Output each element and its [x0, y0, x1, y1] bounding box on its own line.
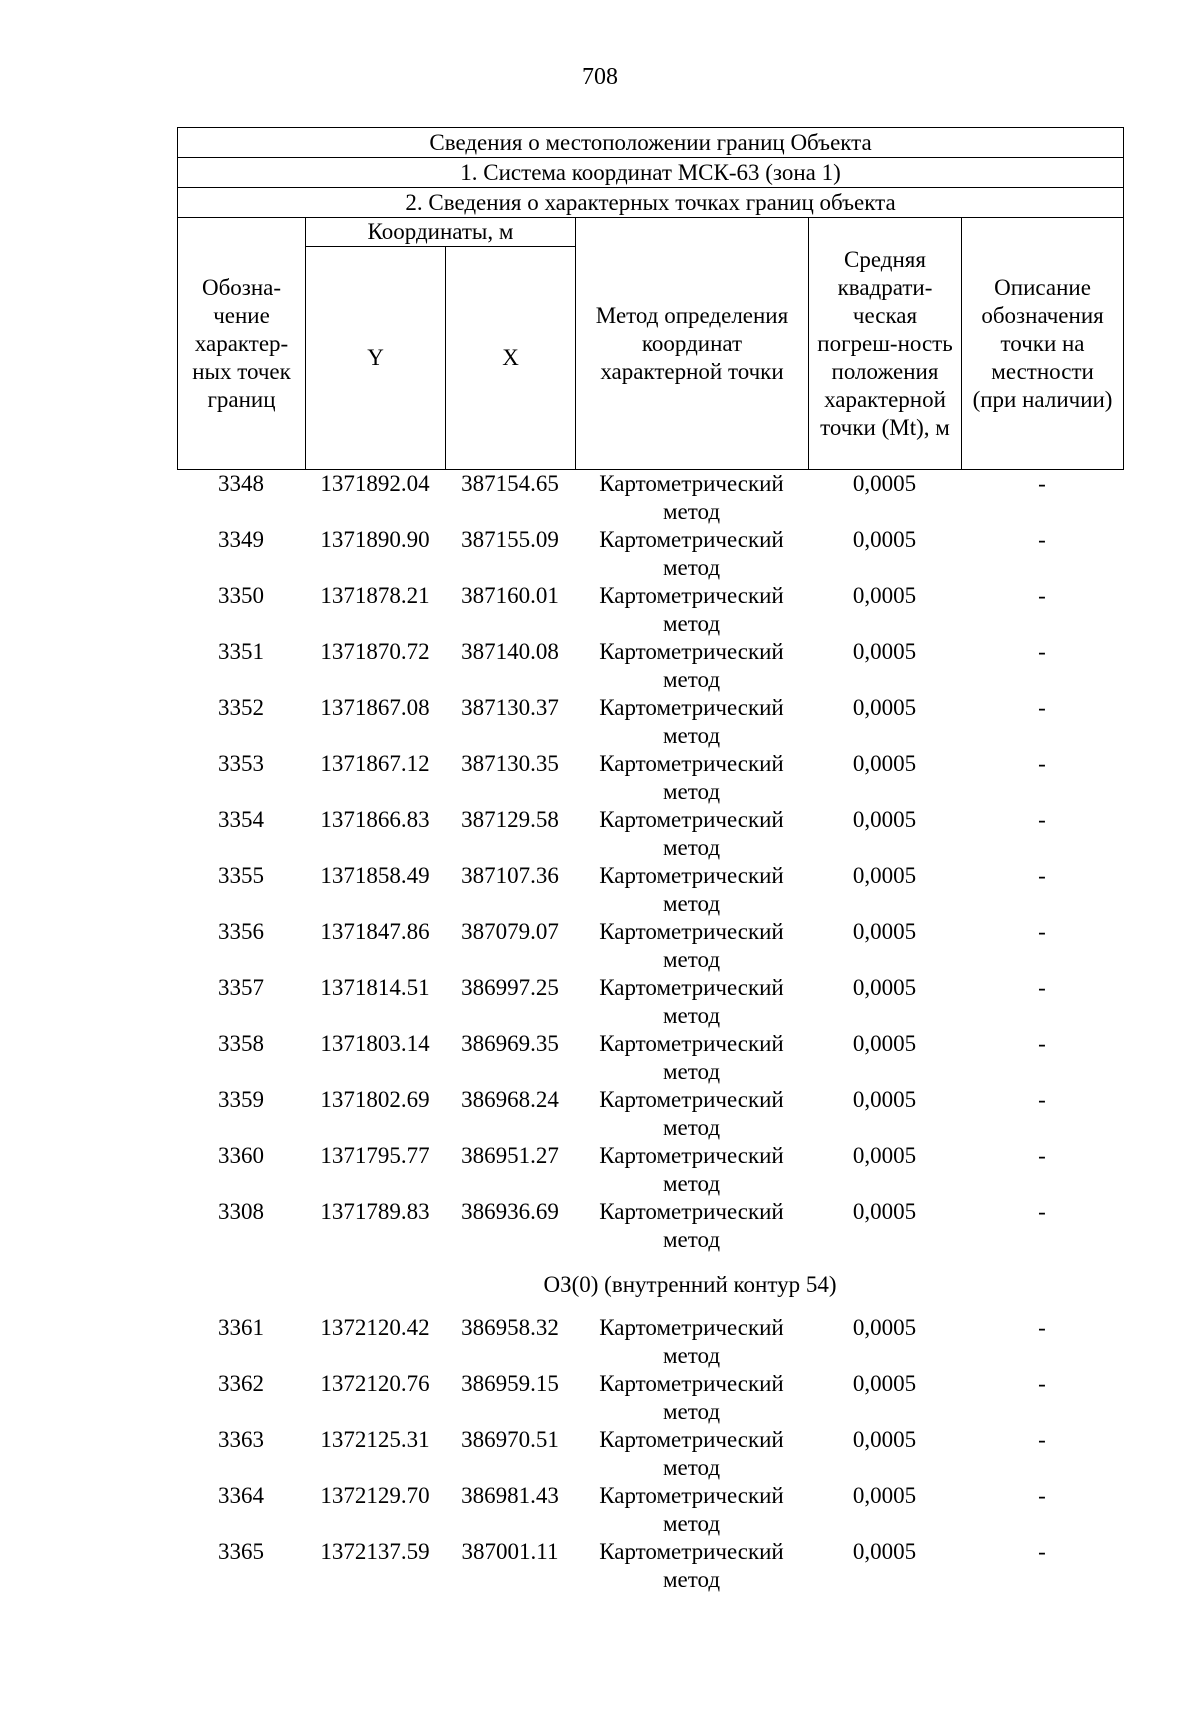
table-row: [177, 1142, 1123, 1198]
method-line-2: метод: [662, 891, 721, 916]
method-line-1: Картометрический: [599, 639, 784, 664]
table-row: [177, 470, 1123, 526]
col-y: Y: [306, 247, 446, 470]
coord-y: 1371802.69: [320, 1087, 430, 1112]
point-number: 3348: [218, 471, 264, 496]
table-row: [177, 1482, 1123, 1538]
error-value: 0,0005: [852, 807, 917, 832]
coordinate-system: 1. Система координат МСК-63 (зона 1): [178, 158, 1124, 188]
coord-x: 386969.35: [461, 1031, 559, 1056]
table-row: [177, 526, 1123, 582]
table-row: [177, 862, 1123, 918]
method-line-2: метод: [662, 779, 721, 804]
method-line-1: Картометрический: [599, 1087, 784, 1112]
coordinates-document: [177, 127, 1123, 1594]
coord-y: 1371814.51: [320, 975, 430, 1000]
error-value: 0,0005: [852, 527, 917, 552]
point-number: 3351: [218, 639, 264, 664]
error-value: 0,0005: [852, 1371, 917, 1396]
point-number: 3362: [218, 1371, 264, 1396]
table-row: [177, 582, 1123, 638]
description: -: [1038, 1143, 1046, 1168]
table-row: [177, 1426, 1123, 1482]
table-row: [177, 1030, 1123, 1086]
error-value: 0,0005: [852, 975, 917, 1000]
method-line-2: метод: [662, 1227, 721, 1252]
method-line-2: метод: [662, 555, 721, 580]
method-line-1: Картометрический: [599, 1483, 784, 1508]
coord-y: 1371858.49: [320, 863, 430, 888]
table-title: Сведения о местоположении границ Объекта: [178, 128, 1124, 158]
point-number: 3352: [218, 695, 264, 720]
table-row: [177, 1538, 1123, 1594]
method-line-2: метод: [662, 1343, 721, 1368]
method: [575, 694, 808, 750]
point-number: 3353: [218, 751, 264, 776]
point-number: 3358: [218, 1031, 264, 1056]
method: [575, 974, 808, 1030]
method-line-1: Картометрический: [599, 1199, 784, 1224]
coord-y: 1371870.72: [320, 639, 430, 664]
coord-y: 1372137.59: [320, 1539, 430, 1564]
description: -: [1038, 1427, 1046, 1452]
method-line-1: Картометрический: [599, 1315, 784, 1340]
description: -: [1038, 527, 1046, 552]
coord-y: 1371892.04: [320, 471, 430, 496]
coord-y: 1371867.12: [320, 751, 430, 776]
table-row: [177, 1314, 1123, 1370]
table-row: [177, 1198, 1123, 1254]
method-line-1: Картометрический: [599, 1427, 784, 1452]
method: [575, 1198, 808, 1254]
coord-y: 1371847.86: [320, 919, 430, 944]
error-value: 0,0005: [852, 1199, 917, 1224]
col-method: Метод определения координат характерной точки: [576, 218, 809, 470]
points-group-main: [177, 470, 1123, 1254]
error-value: 0,0005: [852, 695, 917, 720]
coord-y: 1372129.70: [320, 1483, 430, 1508]
coord-y: 1371867.08: [320, 695, 430, 720]
error-value: 0,0005: [852, 1539, 917, 1564]
description: -: [1038, 1031, 1046, 1056]
coord-x: 387155.09: [461, 527, 559, 552]
method: [575, 918, 808, 974]
point-number: 3363: [218, 1427, 264, 1452]
coord-y: 1371890.90: [320, 527, 430, 552]
description: -: [1038, 471, 1046, 496]
description: -: [1038, 975, 1046, 1000]
table-row: [177, 750, 1123, 806]
method-line-2: метод: [662, 611, 721, 636]
point-number: 3361: [218, 1315, 264, 1340]
method-line-1: Картометрический: [599, 919, 784, 944]
coord-y: 1371789.83: [320, 1199, 430, 1224]
method: [575, 750, 808, 806]
method-line-2: метод: [662, 1455, 721, 1480]
method-line-1: Картометрический: [599, 807, 784, 832]
coord-x: 386959.15: [461, 1371, 559, 1396]
method-line-2: метод: [662, 1511, 721, 1536]
coord-x: 386951.27: [461, 1143, 559, 1168]
method-line-2: метод: [662, 1115, 721, 1140]
coord-y: 1372120.76: [320, 1371, 430, 1396]
method: [575, 1482, 808, 1538]
coord-x: 386958.32: [461, 1315, 559, 1340]
method: [575, 1538, 808, 1594]
method-line-2: метод: [662, 1567, 721, 1592]
method-line-2: метод: [662, 947, 721, 972]
point-number: 3360: [218, 1143, 264, 1168]
col-error: Средняя квадрати-ческая погреш-ность положения характерной точки (Mt), м: [809, 218, 962, 470]
coord-y: 1372125.31: [320, 1427, 430, 1452]
description: -: [1038, 1087, 1046, 1112]
table-row: [177, 638, 1123, 694]
error-value: 0,0005: [852, 639, 917, 664]
description: -: [1038, 919, 1046, 944]
description: -: [1038, 1199, 1046, 1224]
method-line-2: метод: [662, 667, 721, 692]
error-value: 0,0005: [852, 1483, 917, 1508]
col-designation: Обозна-чение характер-ных точек границ: [178, 218, 306, 470]
coord-y: 1371866.83: [320, 807, 430, 832]
coord-x: 387160.01: [461, 583, 559, 608]
coord-x: 386968.24: [461, 1087, 559, 1112]
method-line-1: Картометрический: [599, 1143, 784, 1168]
coord-x: 387001.11: [461, 1539, 559, 1564]
page-number: [0, 64, 1200, 91]
table-row: [177, 1086, 1123, 1142]
point-number: 3356: [218, 919, 264, 944]
table-row: [177, 918, 1123, 974]
description: -: [1038, 863, 1046, 888]
error-value: 0,0005: [852, 863, 917, 888]
method: [575, 1314, 808, 1370]
method-line-2: метод: [662, 499, 721, 524]
table-row: [177, 1370, 1123, 1426]
method: [575, 862, 808, 918]
method-line-1: Картометрический: [599, 583, 784, 608]
error-value: 0,0005: [852, 471, 917, 496]
error-value: 0,0005: [852, 1087, 917, 1112]
coord-x: 387107.36: [461, 863, 559, 888]
method: [575, 1086, 808, 1142]
coord-y: 1372120.42: [320, 1315, 430, 1340]
error-value: 0,0005: [852, 1427, 917, 1452]
section-heading: 2. Сведения о характерных точках границ объекта: [178, 188, 1124, 218]
method-line-1: Картометрический: [599, 695, 784, 720]
point-number: 3359: [218, 1087, 264, 1112]
points-table: [177, 470, 1123, 1594]
error-value: 0,0005: [852, 751, 917, 776]
point-number: 3355: [218, 863, 264, 888]
method: [575, 1370, 808, 1426]
point-number: 3308: [218, 1199, 264, 1224]
method: [575, 526, 808, 582]
method-line-2: метод: [662, 1003, 721, 1028]
description: -: [1038, 695, 1046, 720]
description: -: [1038, 1315, 1046, 1340]
method-line-1: Картометрический: [599, 1031, 784, 1056]
method: [575, 1142, 808, 1198]
coord-x: 386936.69: [461, 1199, 559, 1224]
coord-x: 387154.65: [461, 471, 559, 496]
description: -: [1038, 583, 1046, 608]
table-row: [177, 694, 1123, 750]
coord-x: 387129.58: [461, 807, 559, 832]
method-line-1: Картометрический: [599, 527, 784, 552]
coord-x: 387130.37: [461, 695, 559, 720]
method: [575, 1426, 808, 1482]
point-number: 3364: [218, 1483, 264, 1508]
page-number-text: 708: [582, 64, 618, 90]
description: -: [1038, 1371, 1046, 1396]
description: -: [1038, 639, 1046, 664]
point-number: 3350: [218, 583, 264, 608]
method-line-2: метод: [662, 1399, 721, 1424]
col-description: Описание обозначения точки на местности (при наличии): [962, 218, 1124, 470]
error-value: 0,0005: [852, 1315, 917, 1340]
method: [575, 582, 808, 638]
method: [575, 806, 808, 862]
coord-x: 387079.07: [461, 919, 559, 944]
method-line-2: метод: [662, 1059, 721, 1084]
description: -: [1038, 807, 1046, 832]
coord-y: 1371803.14: [320, 1031, 430, 1056]
point-number: 3354: [218, 807, 264, 832]
method-line-1: Картометрический: [599, 471, 784, 496]
coord-x: 387140.08: [461, 639, 559, 664]
method-line-2: метод: [662, 835, 721, 860]
col-coordinates: Координаты, м: [306, 218, 576, 247]
section-label: ОЗ(0) (внутренний контур 54): [543, 1272, 837, 1297]
coord-x: 386970.51: [461, 1427, 559, 1452]
method-line-2: метод: [662, 723, 721, 748]
coord-x: 387130.35: [461, 751, 559, 776]
description: -: [1038, 751, 1046, 776]
error-value: 0,0005: [852, 583, 917, 608]
method: [575, 638, 808, 694]
error-value: 0,0005: [852, 1031, 917, 1056]
point-number: 3349: [218, 527, 264, 552]
method-line-2: метод: [662, 1171, 721, 1196]
table-row: [177, 806, 1123, 862]
point-number: 3365: [218, 1539, 264, 1564]
method: [575, 470, 808, 526]
coord-x: 386997.25: [461, 975, 559, 1000]
col-x: X: [446, 247, 576, 470]
points-group-inner-contour: [177, 1314, 1123, 1594]
method-line-1: Картометрический: [599, 1371, 784, 1396]
description: -: [1038, 1483, 1046, 1508]
method-line-1: Картометрический: [599, 1539, 784, 1564]
method-line-1: Картометрический: [599, 751, 784, 776]
coord-y: 1371878.21: [320, 583, 430, 608]
method-line-1: Картометрический: [599, 863, 784, 888]
table-row: [177, 974, 1123, 1030]
method: [575, 1030, 808, 1086]
error-value: 0,0005: [852, 1143, 917, 1168]
coord-y: 1371795.77: [320, 1143, 430, 1168]
method-line-1: Картометрический: [599, 975, 784, 1000]
description: -: [1038, 1539, 1046, 1564]
coord-x: 386981.43: [461, 1483, 559, 1508]
table-header: [177, 127, 1124, 470]
point-number: 3357: [218, 975, 264, 1000]
error-value: 0,0005: [852, 919, 917, 944]
